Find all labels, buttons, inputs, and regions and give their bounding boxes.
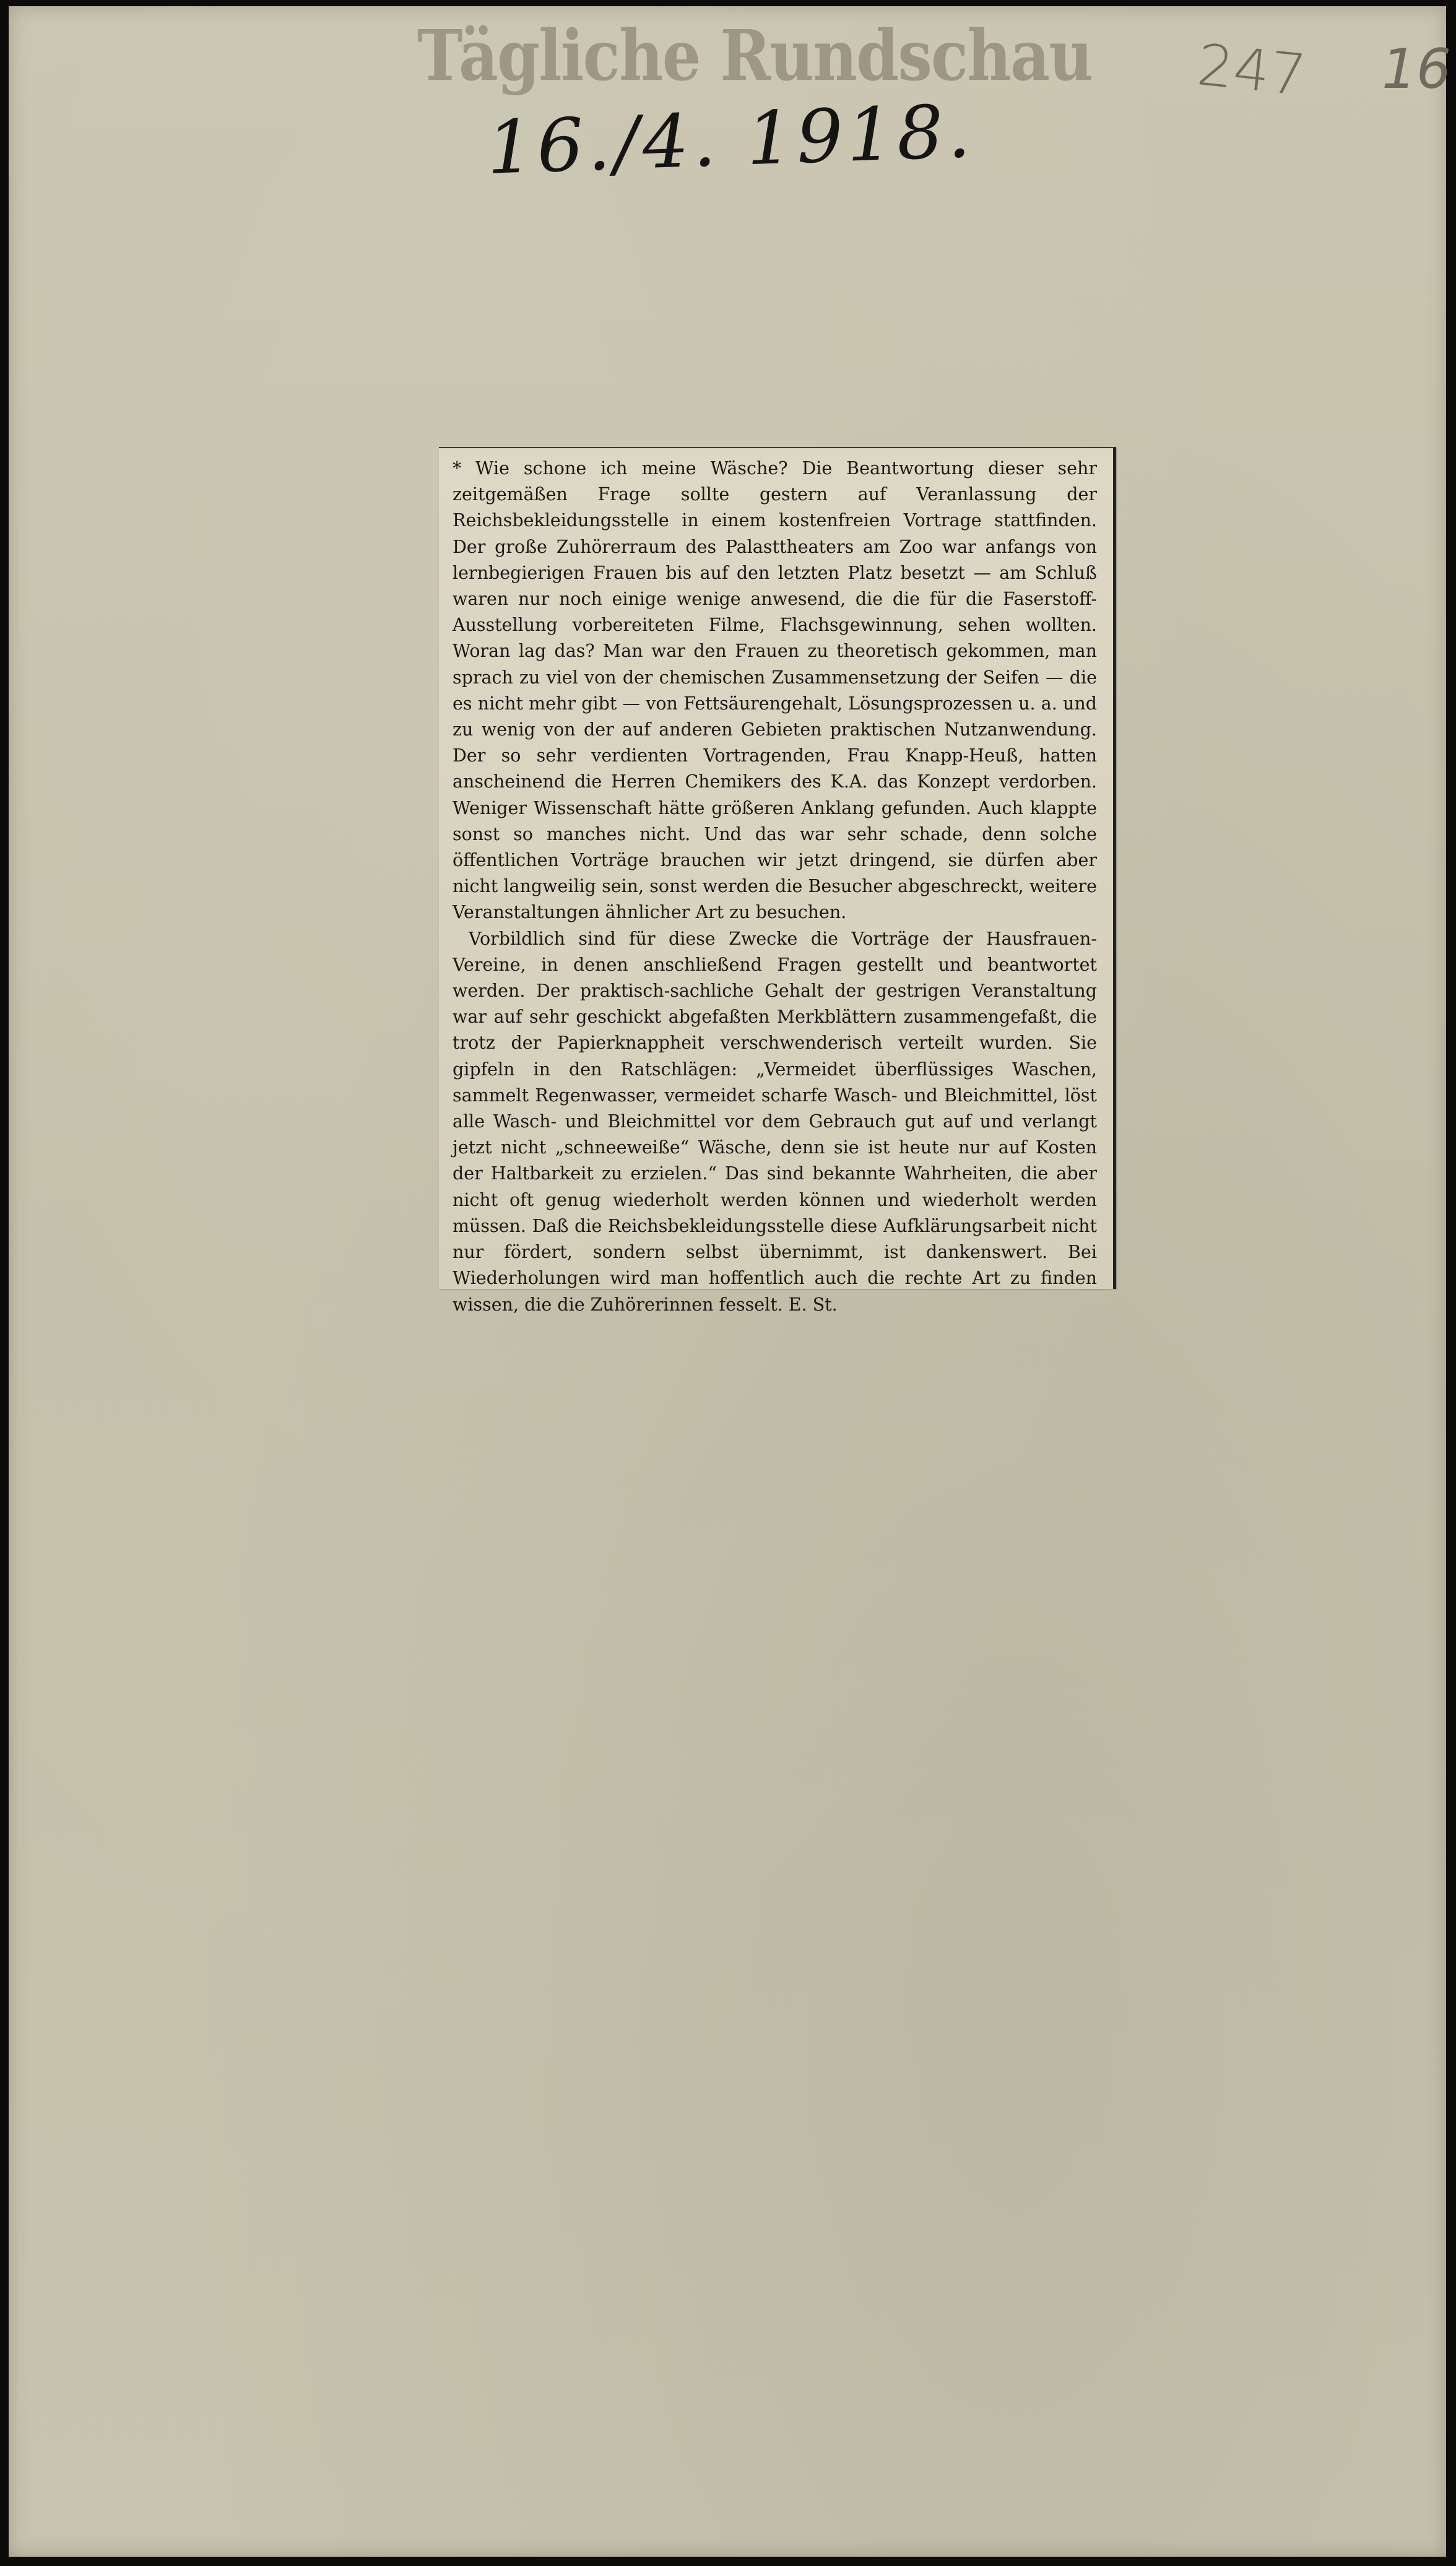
archive-sheet <box>9 6 1451 2557</box>
handwritten-date: 16./4. 1918. <box>485 88 976 191</box>
article-paragraph: * Wie schone ich meine Wäsche? Die Beantwortung dieser sehr zeitgemäßen Frage sollte gestern auf Veranlassung der Reichsbekleidungsstelle in einem kostenfreien Vortrage stattfinden. Der große Zuhörerraum des Palasttheaters am Zoo war anfangs von lernbegierigen Frauen bis auf den letzten Platz besetzt — am Schluß waren nur noch einige wenige anwesend, die die für die Faserstoff-Ausstellung vorbereiteten Filme, Flachsgewinnung, sehen wollten. Woran lag das? Man war den Frauen zu theoretisch gekommen, man sprach zu viel von der chemischen Zusammensetzung der Seifen — die es nicht mehr gibt — von Fettsäurengehalt, Lösungsprozessen u. a. und zu wenig von der auf anderen Gebieten praktischen Nutzanwendung. Der so sehr verdienten Vortragenden, Frau Knapp-Heuß, hatten anscheinend die Herren Chemikers des K.A. das Konzept verdorben. Weniger Wissenschaft hätte größeren Anklang gefunden. Auch klappte sonst so manches nicht. Und das war sehr schade, denn solche öffentlichen Vorträge brauchen wir jetzt dringend, sie dürfen aber nicht langweilig sein, sonst werden die Besucher abgeschreckt, weitere Veranstaltungen ähnlicher Art zu besuchen. <box>453 458 1097 923</box>
article-paragraph: Vorbildlich sind für diese Zwecke die Vorträge der Hausfrauen-Vereine, in denen anschließend Fragen gestellt und beantwortet werden. Der praktisch-sachliche Gehalt der gestrigen Veranstaltung war auf sehr geschickt abgefaßten Merkblättern zusammengefaßt, die trotz der Papierknappheit verschwenderisch verteilt wurden. Sie gipfeln in den Ratschlägen: „Vermeidet überflüssiges Waschen, sammelt Regenwasser, vermeidet scharfe Wasch- und Bleichmittel, löst alle Wasch- und Bleichmittel vor dem Gebrauch gut auf und verlangt jetzt nicht „schneeweiße“ Wäsche, denn sie ist heute nur auf Kosten der Haltbarkeit zu erzielen.“ Das sind bekannte Wahrheiten, die aber nicht oft genug wiederholt werden können und wiederholt werden müssen. Daß die Reichsbekleidungsstelle diese Aufklärungsarbeit nicht nur fördert, sondern selbst übernimmt, ist dankenswert. Bei Wiederholungen wird man hoffentlich auch die rechte Art zu finden wissen, die die Zuhörerinnen fesselt. E. St. <box>453 928 1097 1315</box>
newspaper-clipping <box>439 447 1116 1315</box>
page-number-pencil: 16 <box>1382 37 1451 101</box>
cut-off-text-edge <box>453 1280 1097 1289</box>
newspaper-name-stamp: Tägliche Rundschau <box>417 15 1093 97</box>
archive-number-pencil: 247 <box>1194 32 1309 109</box>
